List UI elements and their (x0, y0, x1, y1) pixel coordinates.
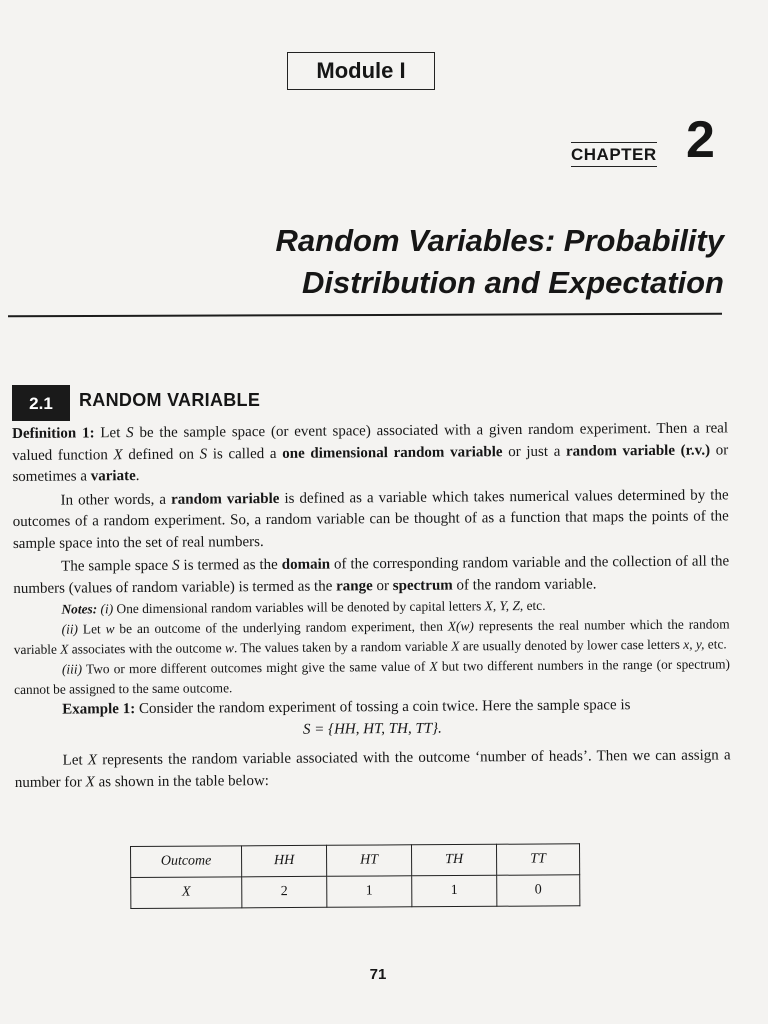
table-cell-text: HH (273, 852, 295, 869)
math-var: X (451, 638, 460, 654)
text-run: . The values taken by a random variable (233, 638, 452, 656)
table-cell-text: TH (445, 851, 464, 868)
math-var: x, y, (683, 636, 705, 652)
chapter-number: 2 (686, 111, 715, 169)
table-row (131, 875, 580, 909)
text-run: represents the real number which the random variable (13, 616, 730, 657)
text-run: Consider the random experiment of tossing a coin twice. Here the sample space is (135, 697, 631, 718)
math-var: X (113, 446, 123, 463)
table-cell: 2 (242, 876, 327, 908)
text-run: Let (77, 621, 106, 637)
title-rule (8, 313, 722, 317)
bold-term: random variable (r.v.) (565, 442, 711, 460)
bold-term: range (336, 577, 373, 594)
module-label: Module I (287, 52, 435, 90)
table-cell-text: Outcome (160, 853, 212, 869)
math-var: w (224, 640, 234, 656)
table-cell-text: X (181, 884, 191, 900)
section-number: 2.1 (12, 385, 70, 421)
bold-term: one dimensional random variable (282, 443, 503, 462)
text-run: is called a (207, 445, 283, 462)
chapter-title-line-2: Distribution and Expectation (302, 265, 724, 300)
text-run: associates with the outcome (68, 640, 226, 657)
text-run: be an outcome of the underlying random experiment, then (114, 618, 448, 637)
math-var: S (171, 557, 180, 574)
bold-term: variate (90, 468, 136, 485)
table-header-cell (496, 844, 579, 876)
math-var: S (199, 445, 208, 463)
bold-term: domain (281, 556, 331, 573)
table-cell: 1 (327, 876, 412, 908)
table-header-cell (326, 845, 411, 877)
note-2 (14, 614, 730, 660)
paragraph-2 (13, 485, 729, 555)
math-var: X (87, 752, 98, 769)
math-var: X(w) (447, 618, 474, 634)
math-var: X (60, 641, 69, 657)
note-number: (i) (100, 601, 114, 617)
text-run: Two or more different outcomes might give the same value of (81, 658, 430, 677)
text-run: Let (62, 752, 88, 769)
text-run: or (372, 577, 393, 594)
text-run: Let (94, 425, 127, 442)
text-run: is defined as a variable which takes numerical values determined by the outcomes of a random experiment. So, a random variable can be thought of as a function that maps the points of the sample space into the set of real numbers. (12, 486, 729, 552)
example-label: Example 1: (62, 701, 136, 718)
math-var: X (429, 658, 438, 674)
text-run: represents the random variable associated with the outcome ‘number of heads’. Then we can assign a number for (14, 747, 731, 791)
table-header-cell (411, 844, 496, 876)
text-run: etc. (704, 636, 727, 652)
text-run: or sometimes a (12, 441, 729, 485)
math-expression: S = {HH, HT, TH, TT}. (302, 720, 442, 738)
text-run: One dimensional random variables will be denoted by capital letters (113, 598, 485, 617)
text-run: The sample space (61, 557, 173, 575)
text-run: of the corresponding random variable and the collection of all the numbers (values of random variable) is termed as the (13, 553, 730, 597)
math-var: X (85, 773, 95, 790)
table-cell: 0 (497, 875, 580, 907)
chapter-title (276, 220, 724, 304)
math-var: S (126, 425, 134, 442)
text-run: etc. (523, 597, 546, 613)
table-cell-text: TT (530, 851, 546, 867)
bold-term: spectrum (392, 577, 453, 594)
table-header-cell (242, 845, 327, 877)
table-cell-text: HT (360, 852, 379, 868)
note-number: (ii) (61, 621, 79, 637)
math-var: w (105, 621, 115, 637)
table-cell: 1 (412, 875, 497, 907)
text-run: defined on (122, 446, 200, 463)
notes-label: Notes: (61, 601, 98, 617)
table-header-cell (131, 846, 242, 878)
math-var: X, Y, Z, (484, 597, 524, 614)
bold-term: random variable (170, 490, 280, 508)
section-title: RANDOM VARIABLE (79, 390, 261, 410)
page-number: 71 (369, 966, 387, 983)
definition-paragraph (12, 418, 728, 488)
chapter-title-line-1: Random Variables: Probability (275, 223, 724, 258)
text-run: or just a (502, 443, 567, 460)
note-3 (14, 654, 730, 700)
text-run: as shown in the table below: (94, 772, 269, 790)
text-run: is termed as the (179, 556, 282, 574)
note-number: (iii) (61, 661, 83, 677)
outcome-table (130, 843, 580, 909)
outcome-table-wrap (130, 843, 580, 909)
text-run: In other words, a (60, 491, 172, 509)
text-run: but two different numbers in the range (or spectrum) cannot be assigned to the same outcome. (14, 656, 730, 697)
table-row (131, 844, 580, 878)
body-text (12, 418, 731, 794)
text-run: are usually denoted by lower case letters (459, 636, 684, 654)
text-run: of the random variable. (452, 575, 597, 594)
paragraph-4 (15, 745, 731, 794)
definition-label: Definition 1: (12, 425, 95, 442)
paragraph-3 (13, 551, 729, 600)
chapter-word: CHAPTER (571, 142, 657, 167)
text-run: . (135, 468, 140, 485)
table-cell (131, 877, 242, 909)
text-run: be the sample space (or event space) associated with a given random experiment. Then a real valued function (12, 420, 729, 464)
